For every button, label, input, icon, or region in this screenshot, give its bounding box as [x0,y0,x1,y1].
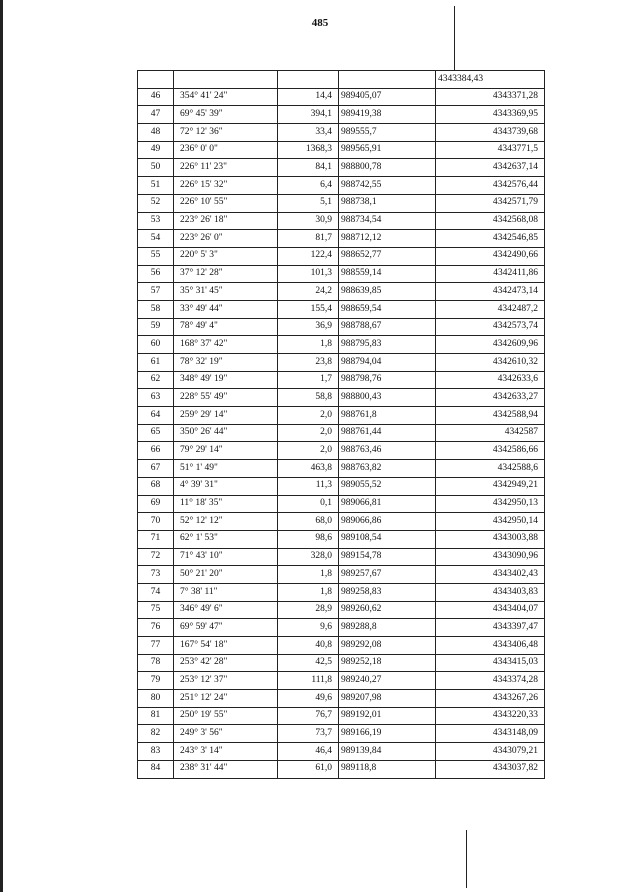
cell-angle: 346° 49' 6" [174,601,278,619]
cell-length: 394,1 [278,106,339,124]
cell-y-coordinate: 4343148,09 [436,725,545,743]
cell-point-number: 48 [138,124,174,142]
table-header-row [138,71,545,89]
cell-length: 14,4 [278,88,339,106]
cell-point-number: 49 [138,141,174,159]
cell-angle: 348° 49' 19" [174,371,278,389]
cell-length: 68,0 [278,513,339,531]
cell-x-coordinate: 989257,67 [339,566,436,584]
cell-y-coordinate: 4342490,66 [436,247,545,265]
table-row [138,336,545,354]
cell-x-coordinate: 988712,12 [339,230,436,248]
cell-y-coordinate: 4342586,66 [436,442,545,460]
table-row [138,619,545,637]
cell-point-number: 66 [138,442,174,460]
cell-point-number: 71 [138,530,174,548]
cell-length: 58,8 [278,389,339,407]
cell-x-coordinate: 989207,98 [339,690,436,708]
cell-length: 28,9 [278,601,339,619]
cell-angle [174,71,278,89]
cell-x-coordinate: 988798,76 [339,371,436,389]
cell-length: 33,4 [278,124,339,142]
cell-angle: 243° 3' 14" [174,743,278,761]
cell-y-coordinate: 4342568,08 [436,212,545,230]
cell-length: 2,0 [278,442,339,460]
table-row [138,106,545,124]
cell-point-number: 47 [138,106,174,124]
cell-angle: 253° 42' 28" [174,654,278,672]
table-row [138,601,545,619]
table-row [138,407,545,425]
cell-y-coordinate: 4342637,14 [436,159,545,177]
cell-point-number: 59 [138,318,174,336]
cell-y-coordinate: 4342588,6 [436,460,545,478]
cell-x-coordinate: 988763,82 [339,460,436,478]
cell-length: 1,8 [278,336,339,354]
cell-y-coordinate: 4342610,32 [436,354,545,372]
cell-x-coordinate: 989260,62 [339,601,436,619]
cell-x-coordinate: 988800,43 [339,389,436,407]
cell-point-number: 70 [138,513,174,531]
table-row [138,548,545,566]
cell-angle: 223° 26' 18" [174,212,278,230]
cell-x-coordinate: 989252,18 [339,654,436,672]
cell-length: 30,9 [278,212,339,230]
table-row [138,88,545,106]
cell-point-number: 50 [138,159,174,177]
cell-angle: 78° 32' 19" [174,354,278,372]
cell-y-coordinate: 4343771,5 [436,141,545,159]
cell-angle: 249° 3' 56" [174,725,278,743]
cell-point-number: 57 [138,283,174,301]
table-row [138,247,545,265]
cell-x-coordinate: 988763,46 [339,442,436,460]
cell-angle: 236° 0' 0" [174,141,278,159]
cell-y-coordinate: 4342411,86 [436,265,545,283]
cell-point-number: 58 [138,300,174,318]
cell-length: 24,2 [278,283,339,301]
cell-length: 463,8 [278,460,339,478]
cell-point-number: 46 [138,88,174,106]
cell-angle: 71° 43' 10" [174,548,278,566]
table-row [138,371,545,389]
cell-angle: 223° 26' 0" [174,230,278,248]
cell-angle: 220° 5' 3" [174,247,278,265]
cell-length: 0,1 [278,495,339,513]
cell-length: 98,6 [278,530,339,548]
cell-length: 84,1 [278,159,339,177]
table-row [138,743,545,761]
cell-length: 73,7 [278,725,339,743]
cell-angle: 7° 38' 11" [174,583,278,601]
cell-x-coordinate: 989565,91 [339,141,436,159]
cell-angle: 238° 31' 44" [174,760,278,778]
table-row [138,177,545,195]
table-row [138,212,545,230]
table-row [138,265,545,283]
cell-y-coordinate: 4343415,03 [436,654,545,672]
table-row [138,566,545,584]
cell-length: 6,4 [278,177,339,195]
cell-angle: 350° 26' 44" [174,424,278,442]
cell-x-coordinate: 988652,77 [339,247,436,265]
cell-angle: 11° 18' 35" [174,495,278,513]
scan-mark-top-right [454,6,455,70]
table-row [138,141,545,159]
table-row [138,583,545,601]
cell-x-coordinate: 989240,27 [339,672,436,690]
cell-length: 328,0 [278,548,339,566]
cell-length: 49,6 [278,690,339,708]
cell-x-coordinate: 988800,78 [339,159,436,177]
table-row [138,424,545,442]
cell-y-coordinate: 4343267,26 [436,690,545,708]
cell-angle: 167° 54' 18" [174,637,278,655]
cell-angle: 259° 29' 14" [174,407,278,425]
cell-y-coordinate: 4343371,28 [436,88,545,106]
cell-y-coordinate: 4342587 [436,424,545,442]
cell-point-number: 68 [138,477,174,495]
cell-point-number: 65 [138,424,174,442]
cell-length: 122,4 [278,247,339,265]
cell-y-coordinate: 4343003,88 [436,530,545,548]
table-row [138,389,545,407]
cell-angle: 79° 29' 14" [174,442,278,460]
cell-angle: 251° 12' 24" [174,690,278,708]
cell-angle: 354° 41' 24" [174,88,278,106]
cell-length: 2,0 [278,407,339,425]
cell-y-coordinate: 4342633,6 [436,371,545,389]
cell-y-coordinate: 4343406,48 [436,637,545,655]
cell-length: 11,3 [278,477,339,495]
cell-y-coordinate: 4343402,43 [436,566,545,584]
cell-y-coordinate: 4342588,94 [436,407,545,425]
cell-point-number: 75 [138,601,174,619]
cell-angle: 226° 10' 55" [174,194,278,212]
scan-mark-bottom-right [466,830,467,888]
table-row [138,637,545,655]
cell-length: 46,4 [278,743,339,761]
table-row [138,194,545,212]
cell-x-coordinate: 989118,8 [339,760,436,778]
table-row [138,460,545,478]
cell-point-number: 53 [138,212,174,230]
cell-point-number: 81 [138,707,174,725]
cell-point-number: 63 [138,389,174,407]
cell-x-coordinate: 988795,83 [339,336,436,354]
cell-y-coordinate: 4342609,96 [436,336,545,354]
table-row [138,495,545,513]
table-row [138,672,545,690]
cell-x-coordinate: 988761,8 [339,407,436,425]
cell-x-coordinate: 988794,04 [339,354,436,372]
cell-angle: 253° 12' 37" [174,672,278,690]
cell-x-coordinate: 989192,01 [339,707,436,725]
cell-y-coordinate: 4342571,79 [436,194,545,212]
cell-length: 1,7 [278,371,339,389]
cell-point-number: 80 [138,690,174,708]
table-row [138,690,545,708]
cell-angle: 72° 12' 36" [174,124,278,142]
cell-length: 101,3 [278,265,339,283]
cell-y-coordinate: 4342950,14 [436,513,545,531]
table-row [138,300,545,318]
cell-x-coordinate: 989139,84 [339,743,436,761]
cell-point-number: 54 [138,230,174,248]
cell-length: 5,1 [278,194,339,212]
cell-y-coordinate: 4343220,33 [436,707,545,725]
cell-y-coordinate: 4342487,2 [436,300,545,318]
cell-y-coordinate: 4342473,14 [436,283,545,301]
cell-y-coordinate: 4342949,21 [436,477,545,495]
table-row [138,124,545,142]
cell-length: 2,0 [278,424,339,442]
cell-point-number: 60 [138,336,174,354]
cell-y-coordinate: 4343739,68 [436,124,545,142]
cell-y-coordinate: 4342576,44 [436,177,545,195]
cell-x-coordinate: 989154,78 [339,548,436,566]
cell-x-coordinate [339,71,436,89]
cell-point-number: 64 [138,407,174,425]
cell-x-coordinate: 989166,19 [339,725,436,743]
cell-length: 1,8 [278,566,339,584]
cell-x-coordinate: 988639,85 [339,283,436,301]
cell-x-coordinate: 989405,07 [339,88,436,106]
table-row [138,477,545,495]
cell-x-coordinate: 989555,7 [339,124,436,142]
cell-x-coordinate: 988734,54 [339,212,436,230]
cell-x-coordinate: 989055,52 [339,477,436,495]
cell-point-number: 84 [138,760,174,778]
cell-point-number: 62 [138,371,174,389]
cell-point-number: 51 [138,177,174,195]
cell-point-number: 69 [138,495,174,513]
cell-point-number: 55 [138,247,174,265]
cell-point-number: 73 [138,566,174,584]
coordinates-table [137,70,545,779]
table-row [138,513,545,531]
cell-point-number: 52 [138,194,174,212]
cell-y-coordinate: 4343374,28 [436,672,545,690]
cell-x-coordinate: 988742,55 [339,177,436,195]
cell-y-coordinate: 4343037,82 [436,760,545,778]
cell-length: 61,0 [278,760,339,778]
cell-point-number: 76 [138,619,174,637]
cell-angle: 33° 49' 44" [174,300,278,318]
cell-angle: 51° 1' 49" [174,460,278,478]
cell-y-coordinate: 4342633,27 [436,389,545,407]
table-row [138,230,545,248]
cell-y-coordinate: 4343384,43 [436,71,545,89]
cell-x-coordinate: 988761,44 [339,424,436,442]
table-row [138,707,545,725]
cell-y-coordinate: 4342950,13 [436,495,545,513]
cell-angle: 78° 49' 4" [174,318,278,336]
cell-angle: 69° 45' 39" [174,106,278,124]
table-row [138,530,545,548]
cell-length: 111,8 [278,672,339,690]
page-number: 485 [311,17,329,29]
cell-angle: 250° 19' 55" [174,707,278,725]
cell-angle: 37° 12' 28" [174,265,278,283]
cell-point-number: 61 [138,354,174,372]
table-row [138,159,545,177]
cell-point-number: 79 [138,672,174,690]
cell-length: 76,7 [278,707,339,725]
cell-angle: 62° 1' 53" [174,530,278,548]
table-row [138,725,545,743]
cell-point-number: 82 [138,725,174,743]
cell-y-coordinate: 4342546,85 [436,230,545,248]
cell-angle: 226° 15' 32" [174,177,278,195]
cell-x-coordinate: 989066,81 [339,495,436,513]
cell-x-coordinate: 989066,86 [339,513,436,531]
table-row [138,283,545,301]
cell-point-number: 56 [138,265,174,283]
scan-border-left [0,0,3,892]
table-row [138,654,545,672]
cell-length: 155,4 [278,300,339,318]
cell-angle: 228° 55' 49" [174,389,278,407]
cell-length [278,71,339,89]
cell-point-number: 72 [138,548,174,566]
cell-x-coordinate: 989419,38 [339,106,436,124]
cell-angle: 226° 11' 23" [174,159,278,177]
coordinates-table-body [138,71,545,779]
cell-y-coordinate: 4342573,74 [436,318,545,336]
cell-point-number: 67 [138,460,174,478]
cell-x-coordinate: 988659,54 [339,300,436,318]
cell-point-number [138,71,174,89]
cell-length: 1,8 [278,583,339,601]
cell-angle: 69° 59' 47" [174,619,278,637]
cell-x-coordinate: 988788,67 [339,318,436,336]
cell-y-coordinate: 4343404,07 [436,601,545,619]
table-row [138,760,545,778]
cell-y-coordinate: 4343369,95 [436,106,545,124]
cell-x-coordinate: 989288,8 [339,619,436,637]
cell-length: 9,6 [278,619,339,637]
cell-length: 40,8 [278,637,339,655]
cell-y-coordinate: 4343079,21 [436,743,545,761]
cell-angle: 4° 39' 31" [174,477,278,495]
cell-length: 42,5 [278,654,339,672]
cell-y-coordinate: 4343090,96 [436,548,545,566]
cell-point-number: 83 [138,743,174,761]
cell-length: 23,8 [278,354,339,372]
cell-length: 36,9 [278,318,339,336]
table-row [138,318,545,336]
cell-length: 81,7 [278,230,339,248]
table-row [138,354,545,372]
cell-x-coordinate: 988559,14 [339,265,436,283]
cell-point-number: 77 [138,637,174,655]
cell-x-coordinate: 989108,54 [339,530,436,548]
cell-length: 1368,3 [278,141,339,159]
cell-angle: 52° 12' 12" [174,513,278,531]
cell-x-coordinate: 989292,08 [339,637,436,655]
table-row [138,442,545,460]
cell-y-coordinate: 4343403,83 [436,583,545,601]
cell-angle: 35° 31' 45" [174,283,278,301]
cell-angle: 50° 21' 20" [174,566,278,584]
cell-x-coordinate: 988738,1 [339,194,436,212]
cell-angle: 168° 37' 42" [174,336,278,354]
cell-point-number: 78 [138,654,174,672]
cell-y-coordinate: 4343397,47 [436,619,545,637]
cell-x-coordinate: 989258,83 [339,583,436,601]
cell-point-number: 74 [138,583,174,601]
